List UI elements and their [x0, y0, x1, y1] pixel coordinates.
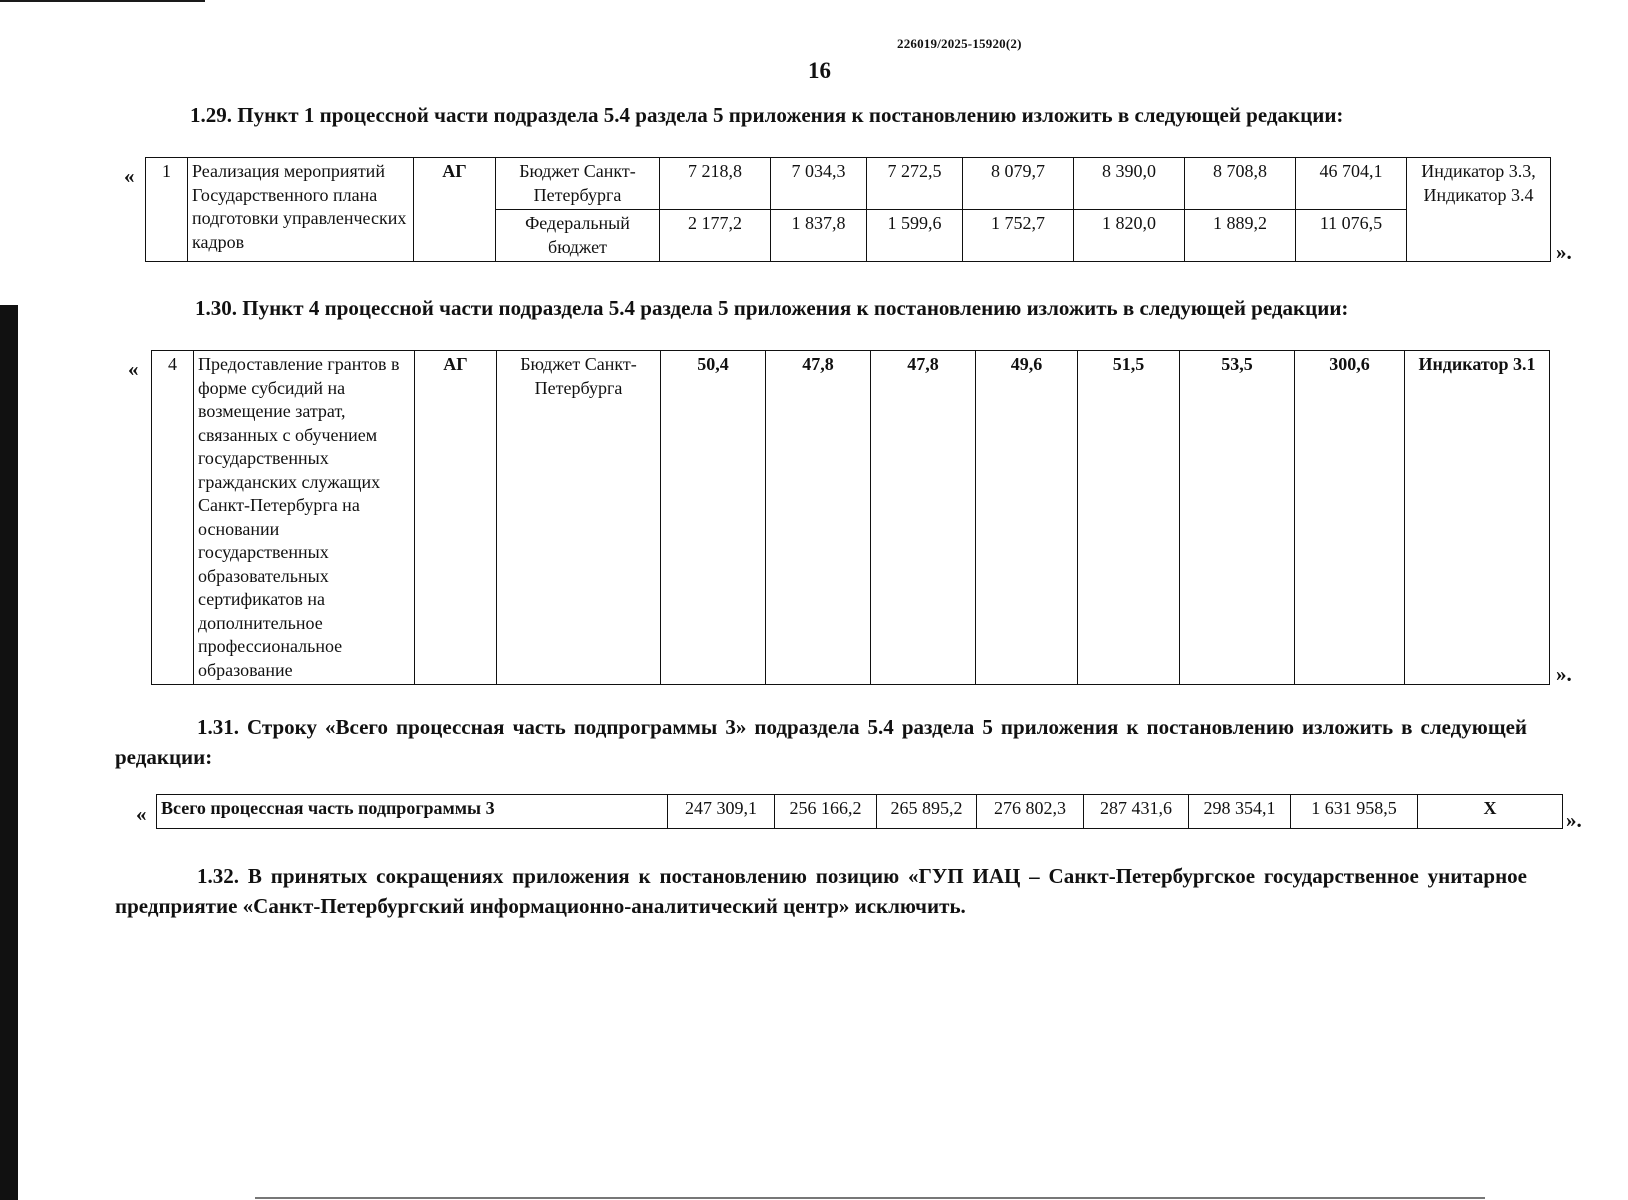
value-cell: 1 752,7: [963, 210, 1074, 262]
total-row-label: Всего процессная часть подпрограммы 3: [157, 795, 668, 829]
quote-open-1-29: «: [124, 164, 135, 188]
executor: АГ: [415, 351, 497, 685]
value-cell: 276 802,3: [977, 795, 1084, 829]
quote-close-1-30: ».: [1556, 662, 1572, 686]
value-cell: 1 820,0: [1074, 210, 1185, 262]
quote-open-1-30: «: [128, 357, 139, 381]
activity-name: Реализация мероприятий Государственного плана подготовки управленческих кадров: [188, 158, 414, 262]
value-cell: 1 889,2: [1185, 210, 1296, 262]
value-cell: 8 708,8: [1185, 158, 1296, 210]
value-total-cell: 1 631 958,5: [1291, 795, 1418, 829]
value-total-cell: 11 076,5: [1296, 210, 1407, 262]
document-number: 226019/2025-15920(2): [897, 36, 1022, 51]
value-cell: 298 354,1: [1189, 795, 1291, 829]
funding-source: Федеральный бюджет: [496, 210, 660, 262]
value-cell: 2 177,2: [660, 210, 771, 262]
value-cell: 50,4: [661, 351, 766, 685]
value-total-cell: 46 704,1: [1296, 158, 1407, 210]
value-cell: 265 895,2: [877, 795, 977, 829]
quote-close-1-29: ».: [1556, 240, 1572, 264]
value-cell: 8 390,0: [1074, 158, 1185, 210]
value-cell: 8 079,7: [963, 158, 1074, 210]
scan-edge-top: [0, 0, 205, 2]
indicator: Индикатор 3.1: [1405, 351, 1550, 685]
value-cell: 47,8: [766, 351, 871, 685]
value-cell: 1 599,6: [867, 210, 963, 262]
table-row: [152, 351, 1550, 685]
table-row: [146, 158, 1551, 210]
row-number: 1: [146, 158, 188, 262]
value-total-cell: 300,6: [1295, 351, 1405, 685]
table-row: [157, 795, 1563, 829]
scan-edge-left: [0, 305, 18, 1200]
funding-source: Бюджет Санкт-Петербурга: [497, 351, 661, 685]
value-cell: 256 166,2: [775, 795, 877, 829]
activity-name: Предоставление грантов в форме субсидий на возмещение затрат, связанных с обучением государственных гражданских служащих Санкт-Петербурга на основании государственных образовательных сертификатов на дополнительное профессиональное образование: [194, 351, 415, 685]
indicator: Х: [1418, 795, 1563, 829]
paragraph-1-29: 1.29. Пункт 1 процессной части подраздела 5.4 раздела 5 приложения к постановлению изложить в следующей редакции:: [190, 103, 1344, 127]
table-1-30: [151, 350, 1550, 685]
value-cell: 7 218,8: [660, 158, 771, 210]
value-cell: 287 431,6: [1084, 795, 1189, 829]
page-number: 16: [808, 58, 831, 83]
paragraph-1-30: 1.30. Пункт 4 процессной части подраздела 5.4 раздела 5 приложения к постановлению изложить в следующей редакции:: [195, 296, 1349, 320]
table-1-31: [156, 794, 1563, 829]
quote-close-1-31: ».: [1566, 808, 1582, 832]
value-cell: 7 272,5: [867, 158, 963, 210]
row-number: 4: [152, 351, 194, 685]
value-cell: 247 309,1: [668, 795, 775, 829]
paragraph-1-31: 1.31. Строку «Всего процессная часть подпрограммы 3» подраздела 5.4 раздела 5 приложения к постановлению изложить в следующей редакции:: [115, 715, 1527, 769]
value-cell: 51,5: [1078, 351, 1180, 685]
value-cell: 1 837,8: [771, 210, 867, 262]
paragraph-1-32: 1.32. В принятых сокращениях приложения к постановлению позицию «ГУП ИАЦ – Санкт-Петербургское государственное унитарное предприятие «Санкт-Петербургский информационно-аналитический центр» исключить.: [115, 864, 1527, 918]
value-cell: 53,5: [1180, 351, 1295, 685]
quote-open-1-31: «: [136, 802, 147, 826]
table-1-29: [145, 157, 1551, 262]
indicator: Индикатор 3.3, Индикатор 3.4: [1407, 158, 1551, 262]
value-cell: 7 034,3: [771, 158, 867, 210]
value-cell: 47,8: [871, 351, 976, 685]
value-cell: 49,6: [976, 351, 1078, 685]
funding-source: Бюджет Санкт-Петербурга: [496, 158, 660, 210]
scan-edge-bottom: [255, 1197, 1485, 1199]
executor: АГ: [414, 158, 496, 262]
